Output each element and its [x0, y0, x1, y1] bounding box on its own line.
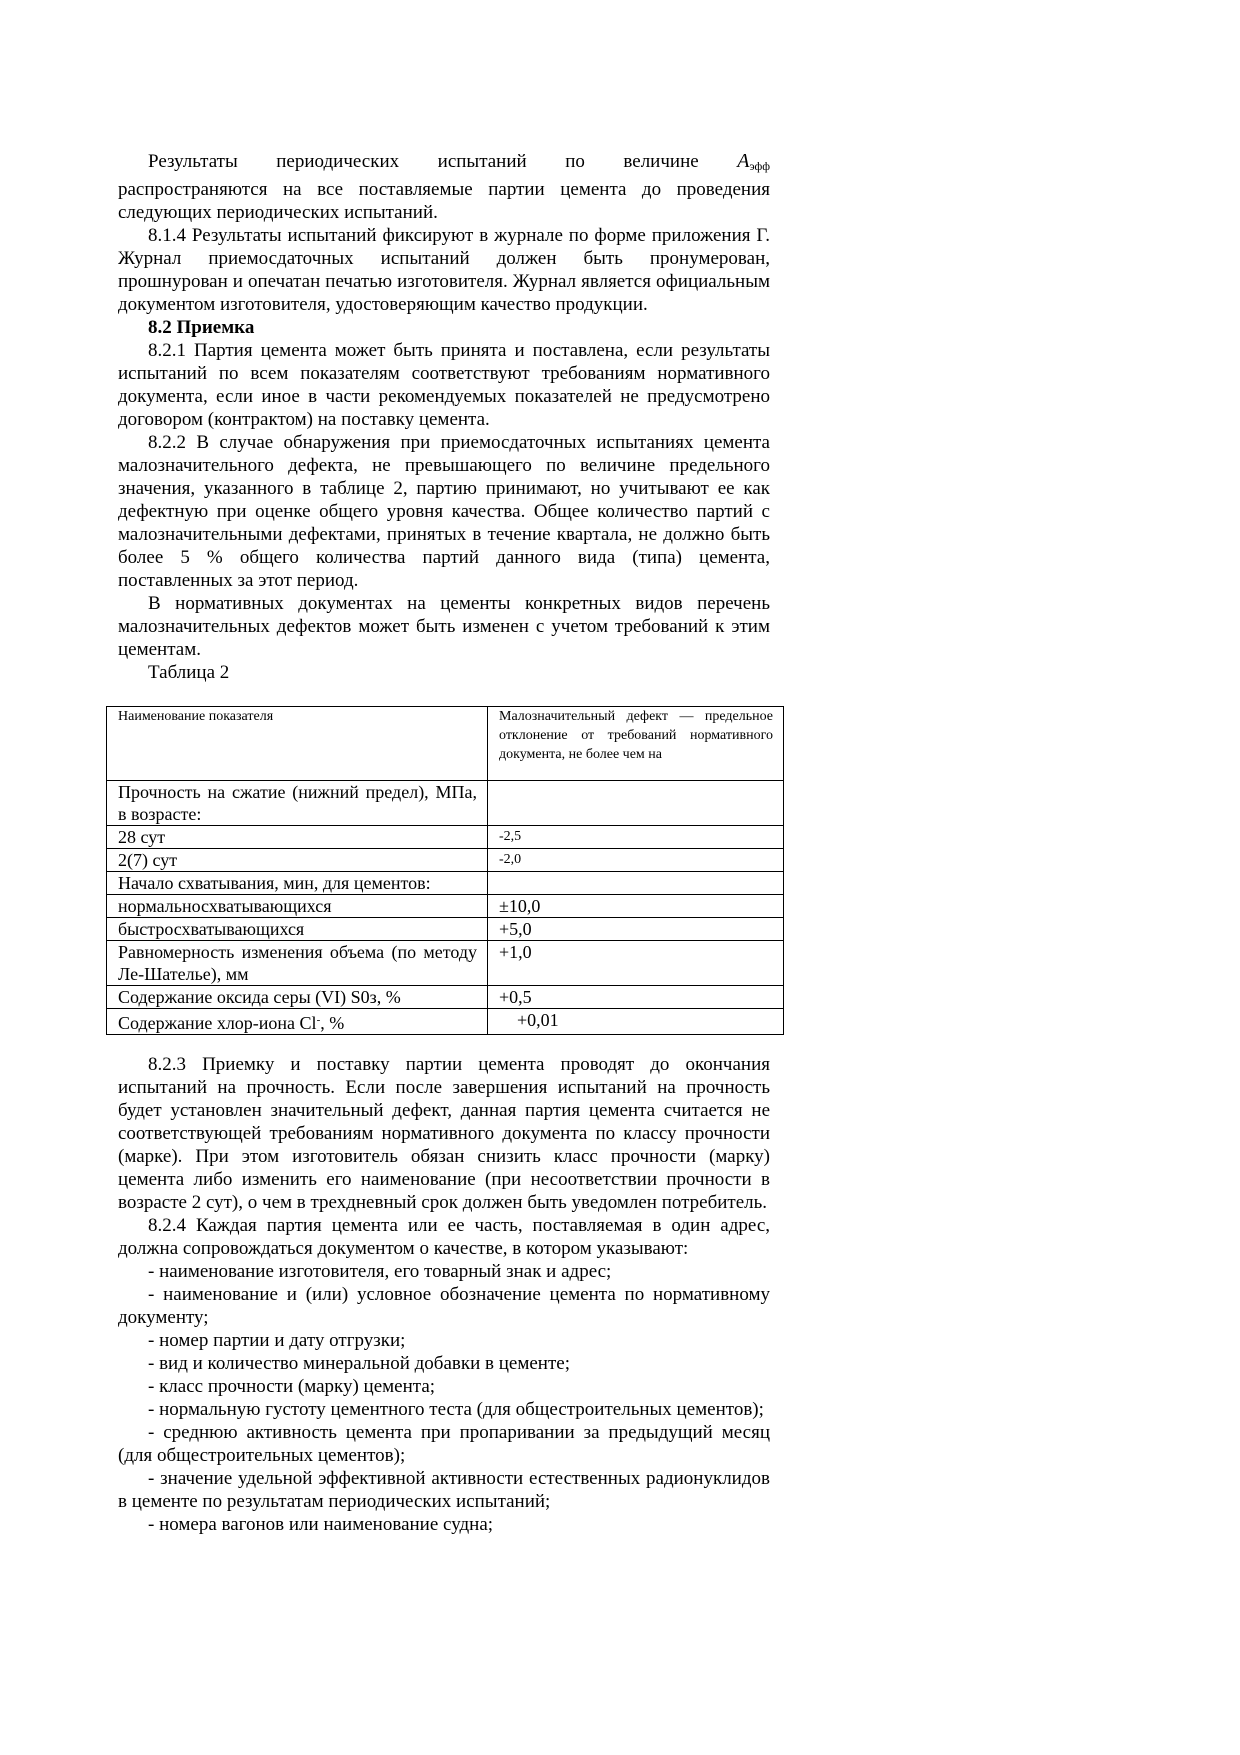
table-row [107, 781, 784, 826]
list-item: - нормальную густоту цементного теста (для общестроительных цементов); [148, 1399, 764, 1420]
table-cell [488, 781, 784, 826]
table-row [107, 918, 784, 941]
table-cell: Содержание оксида серы (VI) S0з, % [107, 986, 488, 1009]
table-cell: +0,5 [488, 986, 784, 1009]
table-header-row [107, 707, 784, 781]
table-cell: Равномерность изменения объема (по методу Ле-Шателье), мм [107, 941, 488, 986]
table-cell: -2,5 [488, 826, 784, 849]
section-heading-8-2: 8.2 Приемка [148, 317, 255, 338]
table-cell: -2,0 [488, 849, 784, 872]
paragraph-8-1-4: 8.1.4 Результаты испытаний фиксируют в журнале по форме приложения Г. Журнал приемосдаточных испытаний должен быть пронумерован, прошнурован и опечатан печатью изготовителя. Журнал является официальным документом изготовителя, удостоверяющим качество продукции. [118, 225, 770, 315]
table-cell: нормальносхватывающихся [107, 895, 488, 918]
table-cell: быстросхватывающихся [107, 918, 488, 941]
paragraph-8-2-3: 8.2.3 Приемку и поставку партии цемента проводят до окончания испытаний на прочность. Если после завершения испытаний на прочность будет установлен значительный дефект, данная партия цемента считается не соответствующей требованиям нормативного документа по классу прочности (марке). При этом изготовитель обязан снизить класс прочности (марку) цемента либо изменить его наименование (при несоответствии прочности в возрасте 2 сут), о чем в трехдневный срок должен быть уведомлен потребитель. [118, 1054, 770, 1213]
table-row [107, 895, 784, 918]
list-item: - номер партии и дату отгрузки; [148, 1330, 406, 1351]
table-row [107, 1009, 784, 1035]
table-cell [488, 872, 784, 895]
table-row [107, 941, 784, 986]
upper-text-block [118, 150, 770, 684]
table-caption: Таблица 2 [148, 662, 230, 683]
paragraph-8-2-1: 8.2.1 Партия цемента может быть принята и поставлена, если результаты испытаний по всем показателям соответствуют требованиям нормативного документа, если иное в части рекомендуемых показателей не предусмотрено договором (контрактом) на поставку цемента. [118, 340, 770, 430]
table-row [107, 826, 784, 849]
header-cell-defect: Малозначительный дефект — предельное отклонение от требований нормативного документа, не более чем на [488, 707, 784, 781]
paragraph-normative-docs: В нормативных документах на цементы конкретных видов перечень малозначительных дефектов может быть изменен с учетом требований к этим цементам. [118, 593, 770, 660]
table-row [107, 986, 784, 1009]
table-cell: +1,0 [488, 941, 784, 986]
list-item: - наименование и (или) условное обозначение цемента по нормативному документу; [118, 1284, 770, 1328]
table-cell: Начало схватывания, мин, для цементов: [107, 872, 488, 895]
table-2 [106, 706, 784, 1035]
header-cell-indicator: Наименование показателя [107, 707, 488, 781]
list-item: - наименование изготовителя, его товарный знак и адрес; [148, 1261, 612, 1282]
table-row [107, 849, 784, 872]
paragraph-periodic-results: Результаты периодических испытаний по величине $A_{эфф}$ [148, 150, 771, 173]
a-eff-subscript: эфф [749, 159, 771, 173]
table-cell: +0,01 [488, 1009, 784, 1035]
table-cell: +5,0 [488, 918, 784, 941]
table-row [107, 872, 784, 895]
list-item: - класс прочности (марку) цемента; [148, 1376, 436, 1397]
paragraph-8-2-2: 8.2.2 В случае обнаружения при приемосдаточных испытаниях цемента малозначительного дефекта, не превышающего по величине предельного значения, указанного в таблице 2, партию принимают, но учитывают ее как дефектную при оценке общего уровня качества. Общее количество партий с малозначительными дефектами, принятых в течение квартала, не должно быть более 5 % общего количества партий данного вида (типа) цемента, поставленных за этот период. [118, 432, 770, 591]
list-item: - вид и количество минеральной добавки в цементе; [148, 1353, 570, 1374]
table-cell: 2(7) сут [107, 849, 488, 872]
list-item: - значение удельной эффективной активности естественных радионуклидов в цементе по результатам периодических испытаний; [118, 1468, 770, 1512]
table-cell: ±10,0 [488, 895, 784, 918]
list-item: - номера вагонов или наименование судна; [148, 1514, 494, 1535]
table-cell: Содержание хлор-иона Cl-, % [107, 1009, 488, 1035]
list-item: - среднюю активность цемента при пропаривании за предыдущий месяц (для общестроительных цементов); [118, 1422, 770, 1466]
table-cell: Прочность на сжатие (нижний предел), МПа, в возрасте: [107, 781, 488, 826]
lower-text-block [118, 1053, 770, 1536]
table-cell: 28 сут [107, 826, 488, 849]
paragraph-8-2-4: 8.2.4 Каждая партия цемента или ее часть, поставляемая в один адрес, должна сопровождаться документом о качестве, в котором указывают: [118, 1215, 770, 1259]
a-eff-symbol: A [737, 150, 750, 172]
paragraph-periodic-results-cont: распространяются на все поставляемые партии цемента до проведения следующих периодических испытаний. [118, 179, 770, 223]
